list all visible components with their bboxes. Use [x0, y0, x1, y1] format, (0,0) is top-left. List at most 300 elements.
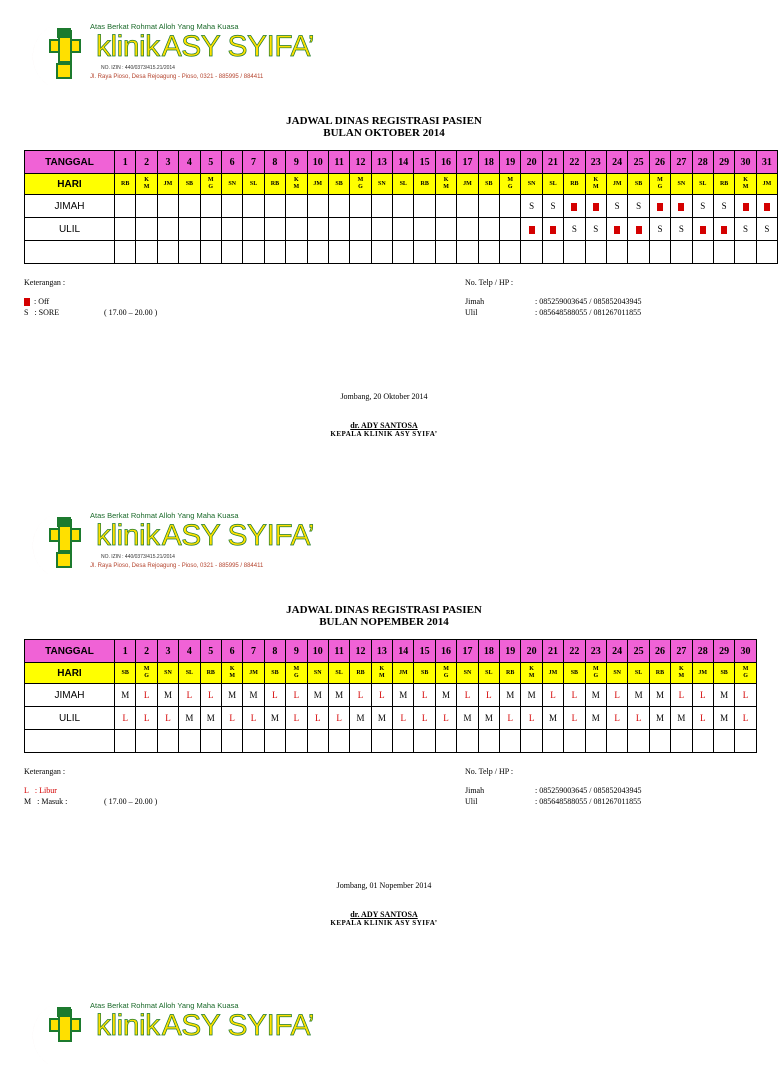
schedule-page-next: [0, 979, 768, 1042]
weekday-row: [25, 174, 778, 195]
shift-cell: [328, 218, 349, 241]
date-cell: 30: [735, 151, 756, 174]
shift-cell: [606, 730, 627, 753]
logo-brand: [96, 519, 314, 553]
logo-license: NO. IZIN : 440/0373/415.21/2014: [101, 65, 175, 71]
date-cell: 28: [692, 151, 713, 174]
weekday-cell: SN: [221, 174, 242, 195]
legend-masuk-time: ( 17.00 – 20.00 ): [104, 797, 158, 806]
table-row: [25, 730, 757, 753]
shift-cell: [371, 730, 392, 753]
weekday-cell: RB: [264, 174, 285, 195]
signature-block: [0, 881, 768, 927]
legend-title: Keterangan :: [24, 278, 66, 287]
shift-cell: [264, 241, 285, 264]
shift-cell: M: [628, 684, 649, 707]
schedule-page-october: [0, 0, 772, 500]
shift-cell: [435, 218, 456, 241]
off-marker-icon: [593, 203, 599, 211]
shift-cell: [286, 241, 307, 264]
shift-cell: [521, 218, 542, 241]
weekday-cell: JM: [393, 663, 414, 684]
off-marker-icon: [743, 203, 749, 211]
phone-label: No. Telp / HP :: [465, 278, 514, 287]
shift-cell: [221, 218, 242, 241]
shift-cell: [692, 218, 713, 241]
shift-cell: M: [713, 707, 734, 730]
shift-cell: L: [628, 707, 649, 730]
weekday-cell: SL: [328, 663, 349, 684]
weekday-cell: JM: [542, 663, 563, 684]
shift-cell: L: [735, 707, 756, 730]
weekday-cell: K M: [521, 663, 542, 684]
date-cell: 21: [542, 640, 563, 663]
hari-header: HARI: [25, 174, 115, 195]
schedule-table: [24, 639, 757, 753]
tanggal-header: TANGGAL: [25, 640, 115, 663]
date-cell: 2: [136, 151, 157, 174]
weekday-cell: SN: [307, 663, 328, 684]
shift-cell: L: [286, 684, 307, 707]
shift-cell: [157, 218, 178, 241]
weekday-cell: SN: [371, 174, 392, 195]
off-marker-icon: [678, 203, 684, 211]
logo-brand-klinik: klinik: [96, 1009, 160, 1042]
shift-cell: [671, 195, 692, 218]
shift-cell: [435, 730, 456, 753]
table-row: [25, 218, 778, 241]
shift-cell: L: [371, 684, 392, 707]
shift-cell: M: [671, 707, 692, 730]
shift-cell: L: [414, 707, 435, 730]
shift-cell: [221, 195, 242, 218]
weekday-cell: RB: [414, 174, 435, 195]
shift-cell: [692, 730, 713, 753]
weekday-cell: M G: [435, 663, 456, 684]
shift-cell: [735, 730, 756, 753]
weekday-cell: K M: [671, 663, 692, 684]
date-cell: 21: [542, 151, 563, 174]
table-row: [25, 195, 778, 218]
weekday-cell: RB: [500, 663, 521, 684]
schedule-title: JADWAL DINAS REGISTRASI PASIEN: [286, 115, 482, 127]
shift-cell: [264, 195, 285, 218]
shift-cell: [521, 241, 542, 264]
logo-tagline: Atas Berkat Rohmat Alloh Yang Maha Kuasa: [90, 1001, 239, 1010]
legend-sore: S : SORE: [24, 308, 60, 317]
shift-cell: S: [735, 218, 756, 241]
shift-cell: M: [157, 684, 178, 707]
shift-cell: [478, 195, 499, 218]
weekday-cell: K M: [585, 174, 606, 195]
signer-position: KEPALA KLINIK ASY SYIFA’: [330, 919, 438, 927]
legend-section: [24, 277, 744, 337]
shift-cell: [157, 730, 178, 753]
shift-cell: L: [457, 684, 478, 707]
date-cell: 8: [264, 640, 285, 663]
date-cell: 28: [692, 640, 713, 663]
shift-cell: [200, 241, 221, 264]
off-marker-icon: [657, 203, 663, 211]
date-cell: 9: [286, 640, 307, 663]
shift-cell: [564, 241, 585, 264]
shift-cell: [606, 218, 627, 241]
shift-cell: [243, 730, 264, 753]
date-cell: 13: [371, 151, 392, 174]
shift-cell: [564, 730, 585, 753]
date-cell: 3: [157, 640, 178, 663]
shift-cell: M: [393, 684, 414, 707]
date-cell: 10: [307, 151, 328, 174]
logo-brand-klinik: klinik: [96, 519, 160, 552]
contact-ulil-number: : 085648588055 / 081267011855: [535, 308, 642, 317]
shift-cell: [179, 218, 200, 241]
shift-cell: L: [606, 707, 627, 730]
shift-cell: [136, 195, 157, 218]
date-cell: 23: [585, 151, 606, 174]
date-cell: 19: [500, 640, 521, 663]
shift-cell: M: [649, 707, 670, 730]
weekday-cell: M G: [500, 174, 521, 195]
shift-cell: L: [393, 707, 414, 730]
contact-ulil-name: Ulil: [465, 797, 478, 806]
weekday-cell: JM: [457, 174, 478, 195]
shift-cell: [264, 218, 285, 241]
tanggal-header: TANGGAL: [25, 151, 115, 174]
date-cell: 24: [606, 640, 627, 663]
date-cell: 27: [671, 640, 692, 663]
logo-license: NO. IZIN : 440/0373/415.21/2014: [101, 554, 175, 560]
date-cell: 26: [649, 640, 670, 663]
weekday-cell: K M: [735, 174, 756, 195]
off-marker-icon: [550, 226, 556, 234]
date-cell: 22: [564, 640, 585, 663]
shift-cell: [649, 241, 670, 264]
logo-tagline: Atas Berkat Rohmat Alloh Yang Maha Kuasa: [90, 511, 239, 520]
shift-cell: [179, 195, 200, 218]
weekday-cell: JM: [692, 663, 713, 684]
shift-cell: M: [435, 684, 456, 707]
shift-cell: [500, 218, 521, 241]
weekday-cell: SB: [478, 174, 499, 195]
shift-cell: [435, 241, 456, 264]
shift-cell: [350, 241, 371, 264]
schedule-table: [24, 150, 778, 264]
date-cell: 14: [393, 640, 414, 663]
legend-libur: L : Libur: [24, 786, 57, 795]
weekday-cell: JM: [243, 663, 264, 684]
staff-name-cell: JIMAH: [25, 684, 115, 707]
weekday-cell: SL: [243, 174, 264, 195]
weekday-cell: RB: [564, 174, 585, 195]
date-cell: 23: [585, 640, 606, 663]
schedule-page-november: [0, 489, 768, 999]
shift-cell: [286, 730, 307, 753]
shift-cell: L: [328, 707, 349, 730]
shift-cell: S: [521, 195, 542, 218]
legend-section: [24, 766, 744, 826]
shift-cell: L: [692, 707, 713, 730]
staff-name-cell: [25, 730, 115, 753]
shift-cell: [115, 730, 136, 753]
shift-cell: M: [328, 684, 349, 707]
weekday-cell: RB: [200, 663, 221, 684]
legend-off: : Off: [24, 296, 49, 307]
weekday-cell: M G: [286, 663, 307, 684]
off-marker-icon: [721, 226, 727, 234]
shift-cell: L: [136, 684, 157, 707]
weekday-cell: JM: [157, 174, 178, 195]
date-cell: 16: [435, 640, 456, 663]
shift-cell: L: [200, 684, 221, 707]
date-cell: 29: [713, 151, 734, 174]
shift-cell: M: [115, 684, 136, 707]
shift-cell: [457, 241, 478, 264]
weekday-cell: SB: [564, 663, 585, 684]
shift-cell: L: [671, 684, 692, 707]
date-row: [25, 151, 778, 174]
date-cell: 17: [457, 640, 478, 663]
weekday-cell: SL: [628, 663, 649, 684]
weekday-cell: K M: [371, 663, 392, 684]
shift-cell: S: [649, 218, 670, 241]
staff-name-cell: ULIL: [25, 218, 115, 241]
shift-cell: [371, 241, 392, 264]
shift-cell: [478, 730, 499, 753]
place-date: Jombang, 01 Nopember 2014: [336, 881, 432, 890]
contact-jimah-number: : 085259003645 / 085852043945: [535, 297, 642, 306]
shift-cell: [628, 730, 649, 753]
weekday-cell: SB: [628, 174, 649, 195]
shift-cell: S: [713, 195, 734, 218]
place-date: Jombang, 20 Oktober 2014: [340, 392, 428, 401]
weekday-cell: JM: [307, 174, 328, 195]
clinic-logo: [24, 999, 334, 1071]
logo-brand: [96, 30, 314, 64]
off-marker-icon: [614, 226, 620, 234]
shift-cell: [585, 730, 606, 753]
off-marker-icon: [700, 226, 706, 234]
date-cell: 4: [179, 640, 200, 663]
shift-cell: [328, 241, 349, 264]
weekday-cell: SB: [264, 663, 285, 684]
shift-cell: [585, 195, 606, 218]
shift-cell: [393, 195, 414, 218]
shift-cell: [243, 241, 264, 264]
off-marker-icon: [529, 226, 535, 234]
shift-cell: [221, 241, 242, 264]
shift-cell: [414, 218, 435, 241]
shift-cell: S: [756, 218, 777, 241]
weekday-cell: RB: [115, 174, 136, 195]
shift-cell: L: [221, 707, 242, 730]
shift-cell: [457, 218, 478, 241]
date-cell: 4: [179, 151, 200, 174]
shift-cell: L: [735, 684, 756, 707]
table-row: [25, 241, 778, 264]
shift-cell: [136, 241, 157, 264]
date-cell: 18: [478, 640, 499, 663]
shift-cell: M: [500, 684, 521, 707]
shift-cell: L: [157, 707, 178, 730]
shift-cell: L: [478, 684, 499, 707]
shift-cell: [457, 730, 478, 753]
shift-cell: [371, 195, 392, 218]
shift-cell: [692, 241, 713, 264]
weekday-cell: K M: [136, 174, 157, 195]
logo-brand-klinik: klinik: [96, 30, 160, 63]
shift-cell: M: [521, 684, 542, 707]
weekday-cell: SB: [179, 174, 200, 195]
shift-cell: [350, 218, 371, 241]
shift-cell: [179, 730, 200, 753]
shift-cell: [157, 241, 178, 264]
weekday-cell: SL: [478, 663, 499, 684]
shift-cell: [115, 218, 136, 241]
signer-name: dr. ADY SANTOSA: [350, 421, 418, 430]
shift-cell: [414, 195, 435, 218]
date-cell: 13: [371, 640, 392, 663]
weekday-cell: M G: [585, 663, 606, 684]
shift-cell: L: [500, 707, 521, 730]
shift-cell: [393, 730, 414, 753]
date-cell: 12: [350, 640, 371, 663]
date-cell: 20: [521, 640, 542, 663]
shift-cell: M: [264, 707, 285, 730]
shift-cell: L: [521, 707, 542, 730]
date-cell: 14: [393, 151, 414, 174]
date-cell: 15: [414, 151, 435, 174]
shift-cell: L: [179, 684, 200, 707]
contact-ulil-number: : 085648588055 / 081267011855: [535, 797, 642, 806]
shift-cell: [735, 195, 756, 218]
shift-cell: [136, 730, 157, 753]
shift-cell: [606, 241, 627, 264]
weekday-cell: SB: [713, 663, 734, 684]
off-marker-icon: [571, 203, 577, 211]
shift-cell: [756, 195, 777, 218]
weekday-cell: RB: [649, 663, 670, 684]
weekday-cell: RB: [713, 174, 734, 195]
clinic-logo: [24, 20, 334, 92]
weekday-cell: K M: [435, 174, 456, 195]
shift-cell: M: [478, 707, 499, 730]
shift-cell: [350, 195, 371, 218]
weekday-cell: M G: [735, 663, 756, 684]
shift-cell: [478, 218, 499, 241]
shift-cell: M: [585, 707, 606, 730]
contact-jimah-number: : 085259003645 / 085852043945: [535, 786, 642, 795]
schedule-month: BULAN NOPEMBER 2014: [319, 616, 449, 628]
shift-cell: M: [371, 707, 392, 730]
weekday-cell: SN: [671, 174, 692, 195]
shift-cell: L: [286, 707, 307, 730]
shift-cell: [328, 195, 349, 218]
signer-position: KEPALA KLINIK ASY SYIFA’: [330, 430, 438, 438]
shift-cell: M: [457, 707, 478, 730]
shift-cell: L: [115, 707, 136, 730]
shift-cell: L: [264, 684, 285, 707]
shift-cell: L: [435, 707, 456, 730]
date-cell: 5: [200, 151, 221, 174]
weekday-cell: SN: [521, 174, 542, 195]
date-cell: 31: [756, 151, 777, 174]
legend-title: Keterangan :: [24, 767, 66, 776]
shift-cell: [735, 241, 756, 264]
shift-cell: S: [628, 195, 649, 218]
shift-cell: [371, 218, 392, 241]
weekday-cell: SN: [157, 663, 178, 684]
weekday-cell: M G: [200, 174, 221, 195]
date-cell: 8: [264, 151, 285, 174]
shift-cell: [243, 195, 264, 218]
off-marker-icon: [764, 203, 770, 211]
date-row: [25, 640, 757, 663]
shift-cell: L: [564, 707, 585, 730]
shift-cell: [136, 218, 157, 241]
shift-cell: M: [542, 707, 563, 730]
shift-cell: [713, 730, 734, 753]
shift-cell: [500, 195, 521, 218]
weekday-cell: SB: [115, 663, 136, 684]
shift-cell: [286, 195, 307, 218]
shift-cell: [521, 730, 542, 753]
shift-cell: [500, 241, 521, 264]
hari-header: HARI: [25, 663, 115, 684]
date-cell: 1: [115, 640, 136, 663]
shift-cell: [585, 241, 606, 264]
date-cell: 27: [671, 151, 692, 174]
shift-cell: [264, 730, 285, 753]
weekday-cell: JM: [606, 174, 627, 195]
date-cell: 10: [307, 640, 328, 663]
shift-cell: L: [307, 707, 328, 730]
shift-cell: [542, 218, 563, 241]
shift-cell: [478, 241, 499, 264]
date-cell: 15: [414, 640, 435, 663]
weekday-cell: RB: [350, 663, 371, 684]
weekday-cell: M G: [136, 663, 157, 684]
shift-cell: [435, 195, 456, 218]
weekday-cell: SL: [692, 174, 713, 195]
weekday-cell: JM: [756, 174, 777, 195]
contact-jimah-name: Jimah: [465, 786, 485, 795]
logo-tagline: Atas Berkat Rohmat Alloh Yang Maha Kuasa: [90, 22, 239, 31]
shift-cell: [414, 730, 435, 753]
logo-address: Jl. Raya Pioso, Desa Rejoagung - Pioso, 0321 - 885995 / 884411: [90, 563, 264, 569]
off-marker-icon: [24, 298, 30, 306]
weekday-cell: K M: [286, 174, 307, 195]
signature-block: [0, 392, 768, 438]
date-cell: 7: [243, 640, 264, 663]
date-cell: 24: [606, 151, 627, 174]
shift-cell: [542, 730, 563, 753]
shift-cell: [457, 195, 478, 218]
schedule-month: BULAN OKTOBER 2014: [323, 127, 445, 139]
phone-label: No. Telp / HP :: [465, 767, 514, 776]
shift-cell: [307, 730, 328, 753]
shift-cell: M: [243, 684, 264, 707]
date-cell: 12: [350, 151, 371, 174]
table-row: [25, 707, 757, 730]
shift-cell: [649, 195, 670, 218]
shift-cell: L: [564, 684, 585, 707]
date-cell: 22: [564, 151, 585, 174]
legend-masuk: M : Masuk :: [24, 797, 68, 806]
date-cell: 3: [157, 151, 178, 174]
shift-cell: [179, 241, 200, 264]
shift-cell: L: [542, 684, 563, 707]
